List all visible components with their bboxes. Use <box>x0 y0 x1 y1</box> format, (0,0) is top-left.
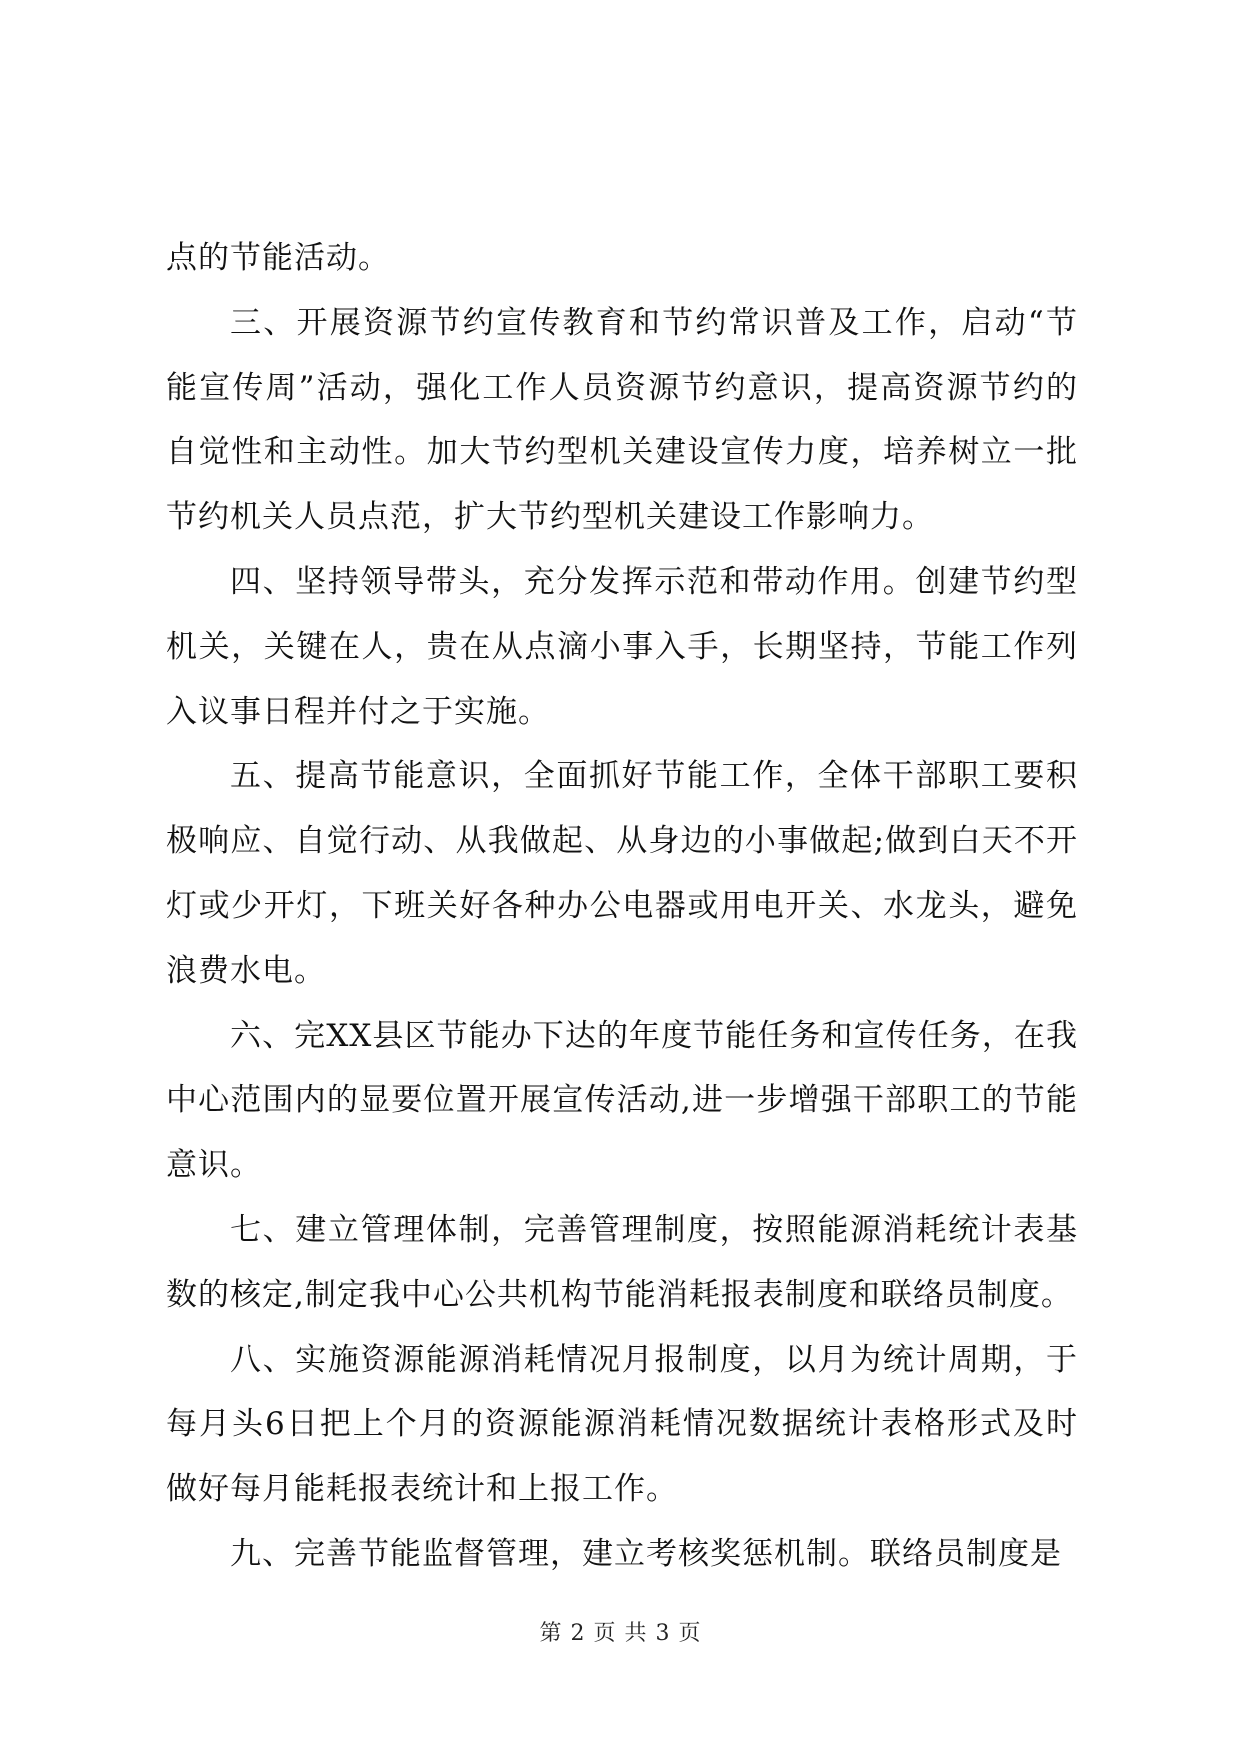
paragraph-1: 点的节能活动。 <box>166 240 390 276</box>
paragraph-2: 三、开展资源节约宣传教育和节约常识普及工作，启动“节能宣传周”活动，强化工作人员资源节约意识，提高资源节约的自觉性和主动性。加大节约型机关建设宣传力度，培养树立一批节约机关人员点范，扩大节约型机关建设工作影响力。 <box>166 304 1078 536</box>
page-number-footer: 第 2 页 共 3 页 <box>539 1621 702 1646</box>
paragraph-8: 九、完善节能监督管理，建立考核奖惩机制。联络员制度是 <box>230 1535 1062 1572</box>
paragraph-5: 六、完XX县区节能办下达的年度节能任务和宣传任务，在我中心范围内的显要位置开展宣传活动,进一步增强干部职工的节能意识。 <box>166 1017 1078 1184</box>
document-body <box>166 226 1078 1587</box>
paragraph-7: 八、实施资源能源消耗情况月报制度，以月为统计周期，于每月头6日把上个月的资源能源消耗情况数据统计表格形式及时做好每月能耗报表统计和上报工作。 <box>166 1341 1078 1508</box>
paragraph-6: 七、建立管理体制，完善管理制度，按照能源消耗统计表基数的核定,制定我中心公共机构节能消耗报表制度和联络员制度。 <box>166 1211 1078 1313</box>
paragraph-3: 四、坚持领导带头，充分发挥示范和带动作用。创建节约型机关，关键在人，贵在从点滴小事入手，长期坚持，节能工作列入议事日程并付之于实施。 <box>166 563 1078 730</box>
paragraph-4: 五、提高节能意识，全面抓好节能工作，全体干部职工要积极响应、自觉行动、从我做起、从身边的小事做起;做到白天不开灯或少开灯，下班关好各种办公电器或用电开关、水龙头，避免浪费水电。 <box>166 758 1078 989</box>
